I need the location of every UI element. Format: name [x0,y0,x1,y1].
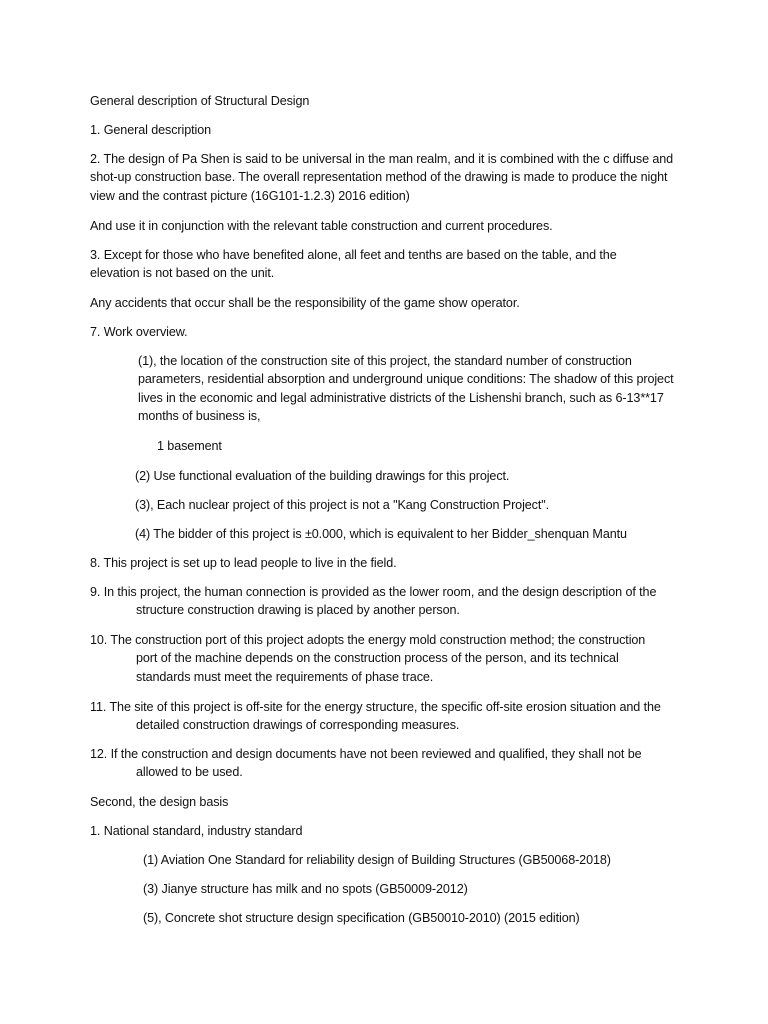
work-overview-basement: 1 basement [157,439,222,453]
section-heading-work-overview: 7. Work overview. [90,325,188,339]
paragraph-table-construction: And use it in conjunction with the relevant table construction and current procedures. [90,219,553,233]
paragraph-item-9 [90,583,690,620]
work-overview-item-3: (3), Each nuclear project of this project is not a "Kang Construction Project". [135,498,550,512]
paragraph-item-9-first-line: 9. In this project, the human connection is provided as the lower room, and the design description of the [90,585,657,599]
paragraph-item-8: 8. This project is set up to lead people to live in the field. [90,556,397,570]
standard-item-1: (1) Aviation One Standard for reliability design of Building Structures (GB50068-2018) [143,853,611,867]
paragraph-item-11-continuation: detailed construction drawings of corresponding measures. [136,718,460,733]
paragraph-item-3: 3. Except for those who have benefited alone, all feet and tenths are based on the table, and the elevation is not based on the unit. [90,248,617,281]
paragraph-item-10-first-line: 10. The construction port of this project adopts the energy mold construction method; the construction [90,633,646,647]
section-heading-national-standard: 1. National standard, industry standard [90,824,303,838]
paragraph-item-2: 2. The design of Pa Shen is said to be universal in the man realm, and it is combined with the c diffuse and shot-up construction base. The overall representation method of the drawing is made to produce the night view and the contrast picture (16G101-1.2.3) 2016 edition) [90,152,674,203]
document-title: General description of Structural Design [90,94,310,108]
paragraph-item-12-first-line: 12. If the construction and design documents have not been reviewed and qualified, they shall not be [90,747,642,761]
paragraph-item-11-first-line: 11. The site of this project is off-site for the energy structure, the specific off-site erosion situation and the [90,700,661,714]
paragraph-item-12 [90,745,690,782]
paragraph-accidents: Any accidents that occur shall be the responsibility of the game show operator. [90,296,520,310]
work-overview-item-1: (1), the location of the construction site of this project, the standard number of construction parameters, residential absorption and underground unique conditions: The shadow of this project lives in the economic and legal administrative districts of the Lishenshi branch, such as 6-13**17 months of business is, [138,354,674,424]
paragraph-item-10 [90,631,690,686]
paragraph-item-12-continuation: allowed to be used. [136,765,243,780]
paragraph-item-11 [90,698,690,735]
standard-item-3: (3) Jianye structure has milk and no spots (GB50009-2012) [143,882,468,896]
paragraph-item-10-continuation: port of the machine depends on the construction process of the person, and its technical standards must meet the requirements of phase trace. [136,651,619,684]
paragraph-item-9-continuation: structure construction drawing is placed by another person. [136,603,460,618]
section-heading-design-basis: Second, the design basis [90,795,229,809]
work-overview-item-2: (2) Use functional evaluation of the building drawings for this project. [135,469,510,483]
work-overview-item-4: (4) The bidder of this project is ±0.000, which is equivalent to her Bidder_shenquan Mantu [135,527,627,541]
section-heading-general-description: 1. General description [90,123,212,137]
standard-item-5: (5), Concrete shot structure design specification (GB50010-2010) (2015 edition) [143,911,580,925]
